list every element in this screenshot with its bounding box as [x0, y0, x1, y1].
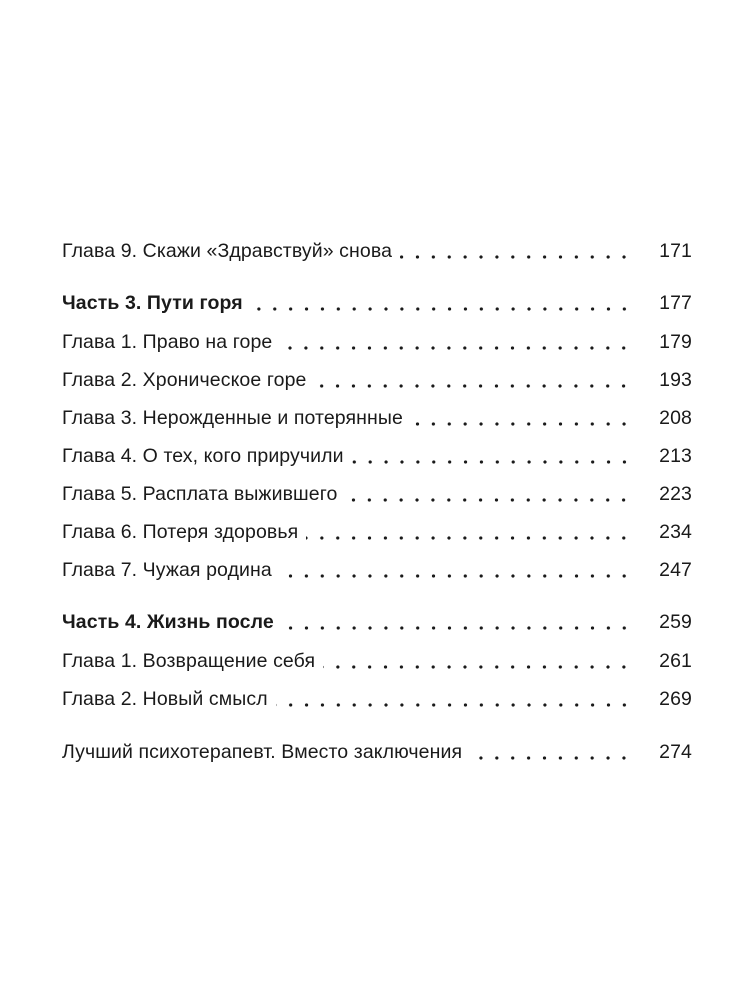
toc-entry-title: Глава 1. Право на горе — [62, 331, 273, 353]
toc-entry-title: Глава 5. Расплата выжившего — [62, 483, 338, 505]
toc-entry — [62, 481, 692, 507]
toc-entry-title: Глава 3. Нерожденные и потерянные — [62, 407, 403, 429]
toc-entry-page: 193 — [659, 369, 692, 391]
dot-leader — [470, 739, 632, 765]
toc-entry-title: Глава 2. Новый смысл — [62, 688, 268, 710]
toc-entry-page: 213 — [659, 445, 692, 467]
toc-entry — [62, 443, 692, 469]
toc-entry — [62, 557, 692, 583]
toc-entry-page: 177 — [659, 292, 692, 314]
toc-entry — [62, 519, 692, 545]
dot-leader — [345, 481, 632, 507]
toc-entry — [62, 648, 692, 674]
toc-entry-title: Глава 9. Скажи «Здравствуй» снова — [62, 240, 393, 262]
toc-entry-page: 269 — [659, 688, 692, 710]
dot-leader — [323, 648, 632, 674]
toc-entry-title: Глава 1. Возвращение себя — [62, 650, 316, 672]
toc-part-title: Часть 4. Жизнь после — [62, 611, 274, 633]
toc-entry — [62, 405, 692, 431]
toc-entry-page: 234 — [659, 521, 692, 543]
dot-leader — [306, 519, 632, 545]
toc-entry-title: Глава 4. О тех, кого приручили — [62, 445, 344, 467]
toc-entry-page: 274 — [659, 741, 692, 763]
toc-entry-title: Глава 6. Потеря здоровья — [62, 521, 299, 543]
toc-entry-page: 247 — [659, 559, 692, 581]
toc-entry-page: 259 — [659, 611, 692, 633]
toc-part-entry — [62, 609, 692, 635]
toc-entry-title: Глава 7. Чужая родина — [62, 559, 272, 581]
dot-leader — [282, 609, 632, 635]
toc-part-title: Часть 3. Пути горя — [62, 292, 243, 314]
toc-entry — [62, 686, 692, 712]
toc-entry-page: 223 — [659, 483, 692, 505]
toc-entry — [62, 739, 692, 765]
dot-leader — [400, 238, 632, 264]
toc-entry-title: Лучший психотерапевт. Вместо заключения — [62, 741, 463, 763]
toc-entry — [62, 329, 692, 355]
toc-entry-page: 179 — [659, 331, 692, 353]
dot-leader — [280, 329, 632, 355]
dot-leader — [352, 443, 632, 469]
toc-entry — [62, 367, 692, 393]
dot-leader — [280, 557, 632, 583]
dot-leader — [314, 367, 632, 393]
toc-entry-page: 171 — [659, 240, 692, 262]
dot-leader — [276, 686, 632, 712]
dot-leader — [411, 405, 632, 431]
toc-entry-page: 208 — [659, 407, 692, 429]
toc-part-entry — [62, 290, 692, 316]
toc-entry-title: Глава 2. Хроническое горе — [62, 369, 307, 391]
toc-entry — [62, 238, 692, 264]
dot-leader — [251, 290, 632, 316]
toc-entry-page: 261 — [659, 650, 692, 672]
